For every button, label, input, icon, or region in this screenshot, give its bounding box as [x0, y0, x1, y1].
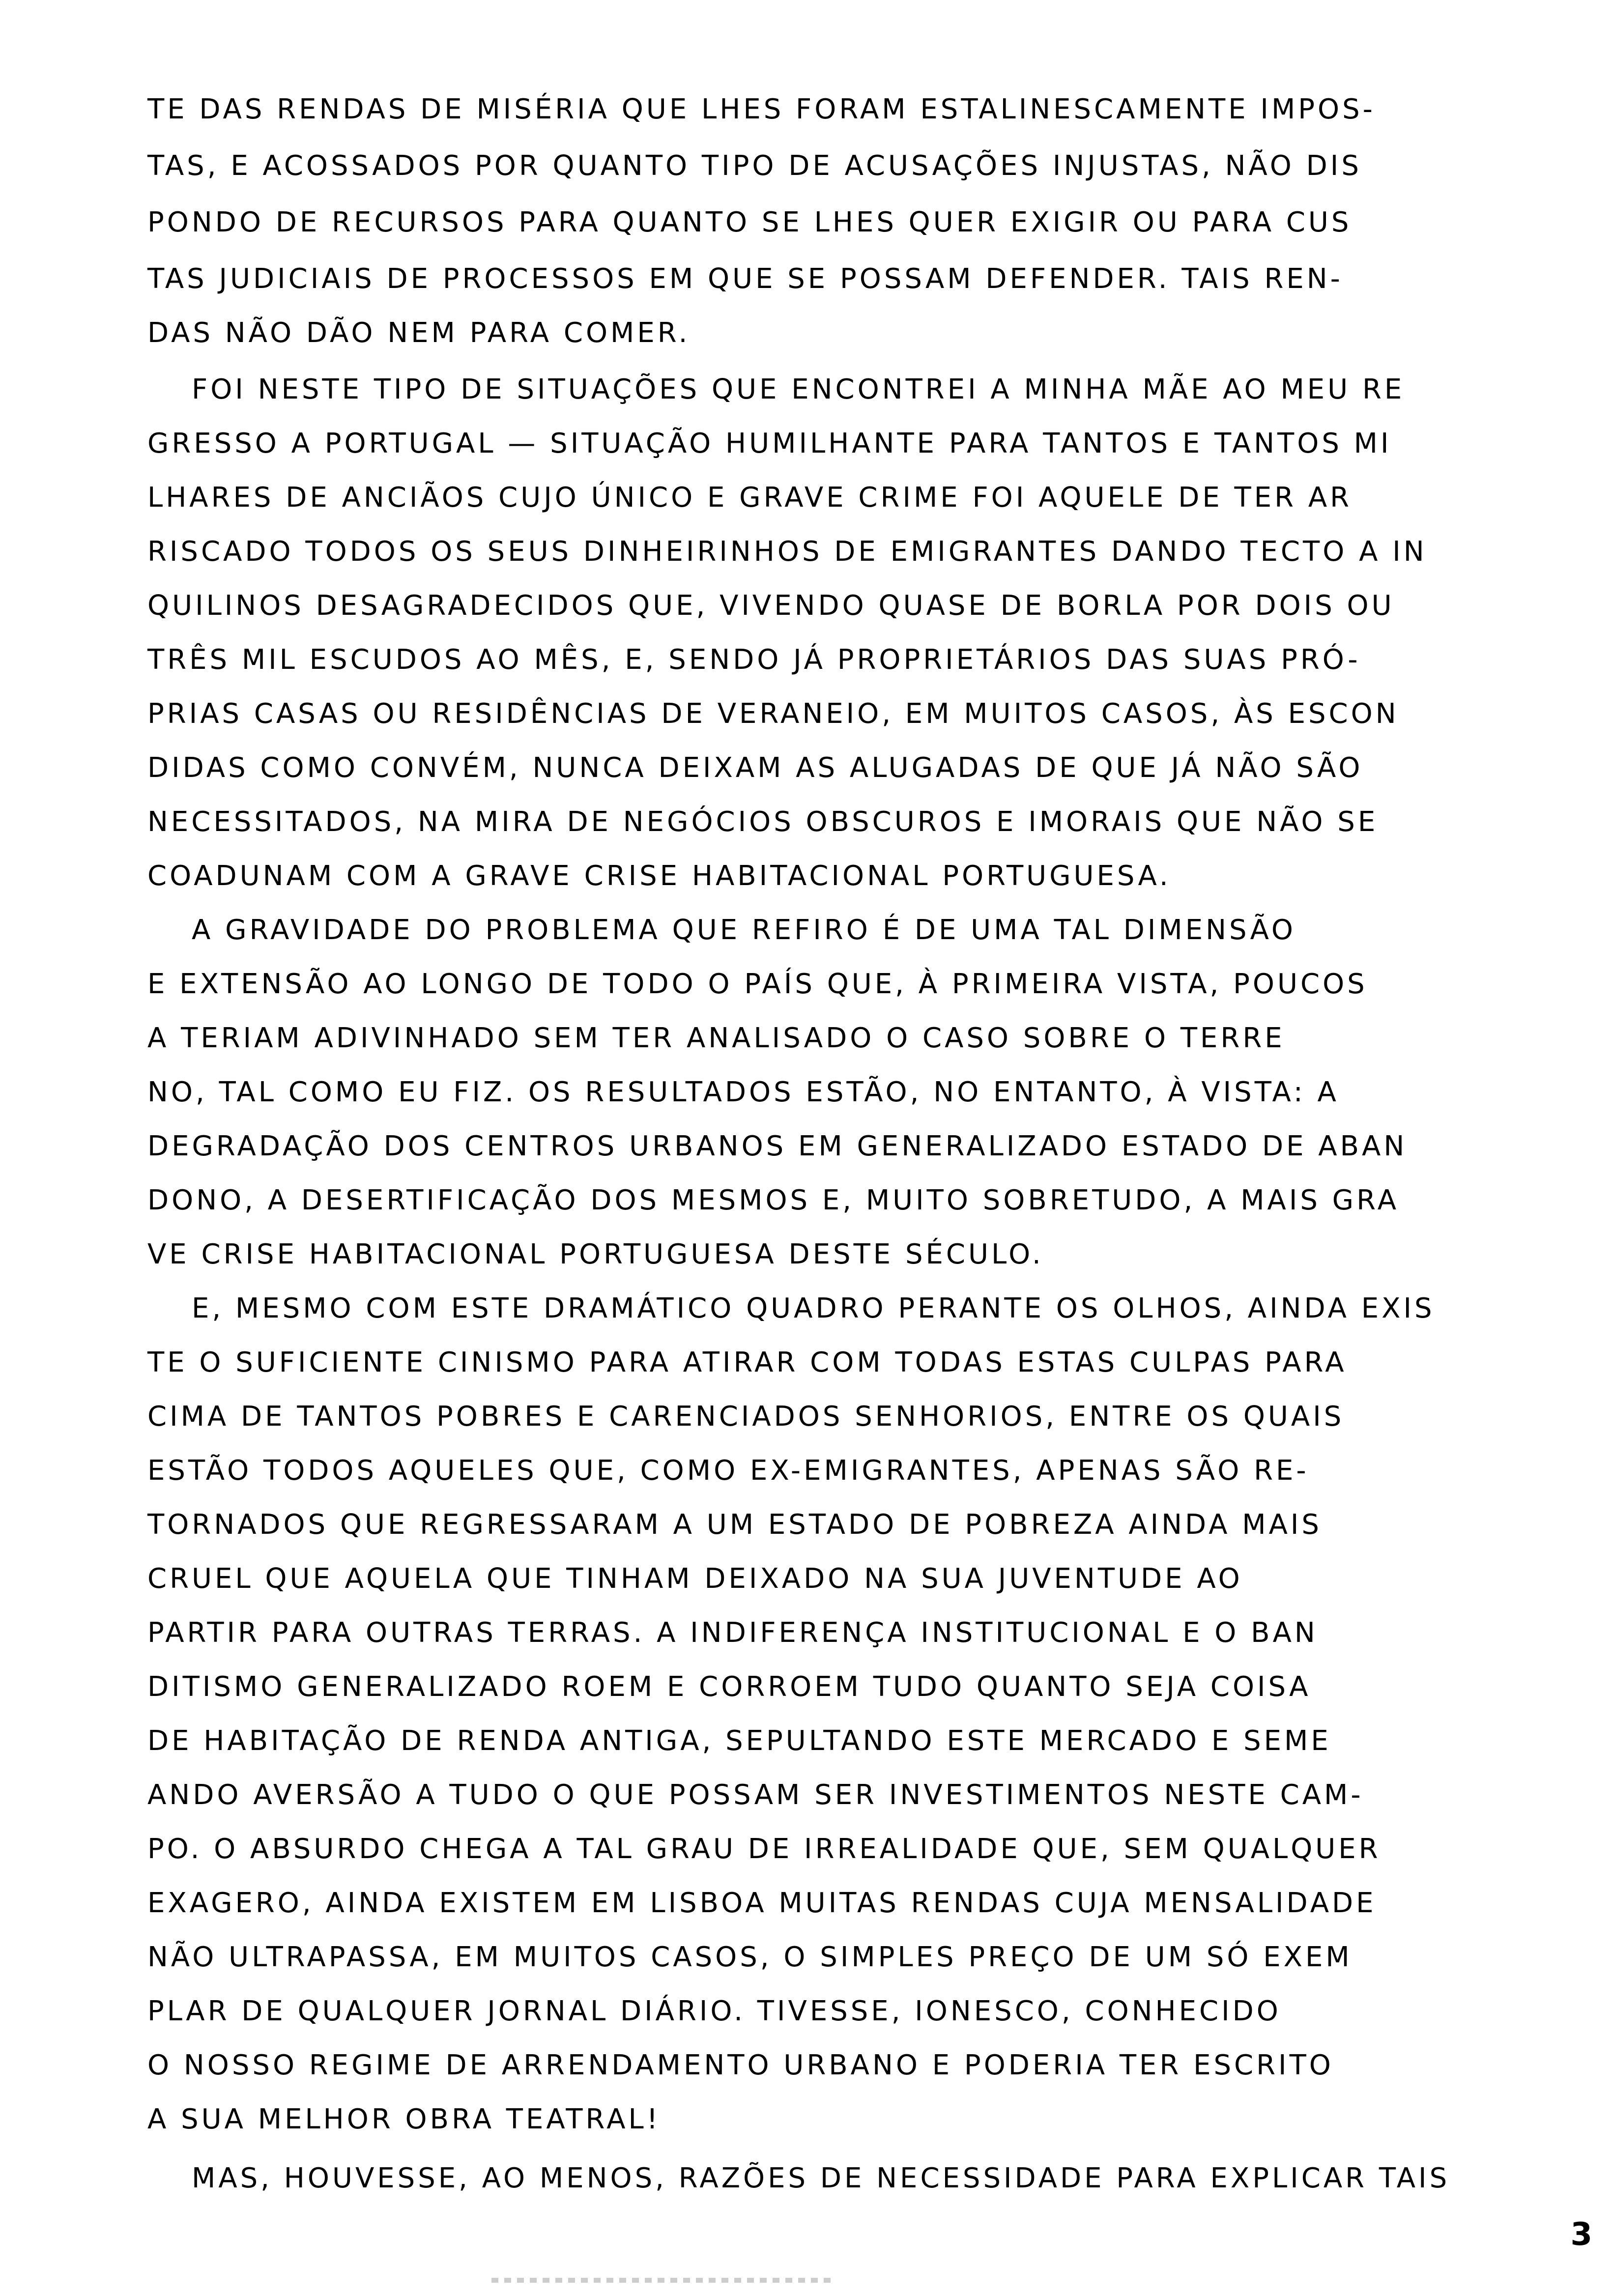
- text-line: TAS, E ACOSSADOS POR QUANTO TIPO DE ACUSAÇÕES INJUSTAS, NÃO DIS: [147, 150, 1362, 182]
- text-line: LHARES DE ANCIÃOS CUJO ÚNICO E GRAVE CRIME FOI AQUELE DE TER AR: [147, 482, 1353, 514]
- text-line: TE DAS RENDAS DE MISÉRIA QUE LHES FORAM ESTALINESCAMENTE IMPOS-: [147, 93, 1376, 125]
- scan-artifact: [491, 2278, 835, 2283]
- text-line: ANDO AVERSÃO A TUDO O QUE POSSAM SER INVESTIMENTOS NESTE CAM-: [147, 1779, 1364, 1811]
- text-line: NÃO ULTRAPASSA, EM MUITOS CASOS, O SIMPLES PREÇO DE UM SÓ EXEM: [147, 1941, 1353, 1973]
- text-line: PO. O ABSURDO CHEGA A TAL GRAU DE IRREALIDADE QUE, SEM QUALQUER: [147, 1833, 1381, 1865]
- text-line: NO, TAL COMO EU FIZ. OS RESULTADOS ESTÃO, NO ENTANTO, À VISTA: A: [147, 1076, 1339, 1108]
- text-line: CIMA DE TANTOS POBRES E CARENCIADOS SENHORIOS, ENTRE OS QUAIS: [147, 1401, 1345, 1433]
- text-line: VE CRISE HABITACIONAL PORTUGUESA DESTE SÉCULO.: [147, 1238, 1044, 1270]
- text-line: CRUEL QUE AQUELA QUE TINHAM DEIXADO NA SUA JUVENTUDE AO: [147, 1563, 1243, 1595]
- text-line: NECESSITADOS, NA MIRA DE NEGÓCIOS OBSCUROS E IMORAIS QUE NÃO SE: [147, 806, 1379, 838]
- text-line: DONO, A DESERTIFICAÇÃO DOS MESMOS E, MUITO SOBRETUDO, A MAIS GRA: [147, 1184, 1400, 1216]
- text-line: PRIAS CASAS OU RESIDÊNCIAS DE VERANEIO, EM MUITOS CASOS, ÀS ESCON: [147, 698, 1399, 730]
- page-number: 3: [1570, 2216, 1592, 2253]
- text-line: DIDAS COMO CONVÉM, NUNCA DEIXAM AS ALUGADAS DE QUE JÁ NÃO SÃO: [147, 752, 1363, 784]
- text-line: TORNADOS QUE REGRESSARAM A UM ESTADO DE POBREZA AINDA MAIS: [147, 1509, 1322, 1541]
- text-line: PARTIR PARA OUTRAS TERRAS. A INDIFERENÇA INSTITUCIONAL E O BAN: [147, 1617, 1318, 1649]
- text-line: COADUNAM COM A GRAVE CRISE HABITACIONAL PORTUGUESA.: [147, 860, 1171, 892]
- text-line: O NOSSO REGIME DE ARRENDAMENTO URBANO E PODERIA TER ESCRITO: [147, 2049, 1334, 2081]
- text-line: E EXTENSÃO AO LONGO DE TODO O PAÍS QUE, À PRIMEIRA VISTA, POUCOS: [147, 968, 1368, 1000]
- text-line: PLAR DE QUALQUER JORNAL DIÁRIO. TIVESSE, IONESCO, CONHECIDO: [147, 1995, 1281, 2027]
- text-line: DE HABITAÇÃO DE RENDA ANTIGA, SEPULTANDO ESTE MERCADO E SEME: [147, 1725, 1331, 1757]
- text-line: A SUA MELHOR OBRA TEATRAL!: [147, 2103, 661, 2135]
- text-line: TRÊS MIL ESCUDOS AO MÊS, E, SENDO JÁ PROPRIETÁRIOS DAS SUAS PRÓ-: [147, 644, 1361, 676]
- text-line: PONDO DE RECURSOS PARA QUANTO SE LHES QUER EXIGIR OU PARA CUS: [147, 206, 1352, 238]
- text-line: TE O SUFICIENTE CINISMO PARA ATIRAR COM TODAS ESTAS CULPAS PARA: [147, 1347, 1347, 1378]
- text-line: GRESSO A PORTUGAL — SITUAÇÃO HUMILHANTE PARA TANTOS E TANTOS MI: [147, 428, 1392, 459]
- text-line: DAS NÃO DÃO NEM PARA COMER.: [147, 317, 691, 349]
- text-line: TAS JUDICIAIS DE PROCESSOS EM QUE SE POSSAM DEFENDER. TAIS REN-: [147, 263, 1343, 295]
- text-line: QUILINOS DESAGRADECIDOS QUE, VIVENDO QUASE DE BORLA POR DOIS OU: [147, 590, 1395, 622]
- text-line: DEGRADAÇÃO DOS CENTROS URBANOS EM GENERALIZADO ESTADO DE ABAN: [147, 1130, 1408, 1162]
- text-line: DITISMO GENERALIZADO ROEM E CORROEM TUDO QUANTO SEJA COISA: [147, 1671, 1311, 1703]
- text-line: FOI NESTE TIPO DE SITUAÇÕES QUE ENCONTREI A MINHA MÃE AO MEU RE: [192, 373, 1405, 405]
- text-line: ESTÃO TODOS AQUELES QUE, COMO EX-EMIGRANTES, APENAS SÃO RE-: [147, 1455, 1309, 1487]
- text-line: A GRAVIDADE DO PROBLEMA QUE REFIRO É DE UMA TAL DIMENSÃO: [192, 914, 1296, 946]
- text-line: E, MESMO COM ESTE DRAMÁTICO QUADRO PERANTE OS OLHOS, AINDA EXIS: [192, 1292, 1435, 1324]
- text-line: RISCADO TODOS OS SEUS DINHEIRINHOS DE EMIGRANTES DANDO TECTO A IN: [147, 536, 1427, 568]
- text-line: MAS, HOUVESSE, AO MENOS, RAZÕES DE NECESSIDADE PARA EXPLICAR TAIS: [192, 2162, 1450, 2194]
- text-line: A TERIAM ADIVINHADO SEM TER ANALISADO O CASO SOBRE O TERRE: [147, 1022, 1285, 1054]
- text-line: EXAGERO, AINDA EXISTEM EM LISBOA MUITAS RENDAS CUJA MENSALIDADE: [147, 1887, 1377, 1919]
